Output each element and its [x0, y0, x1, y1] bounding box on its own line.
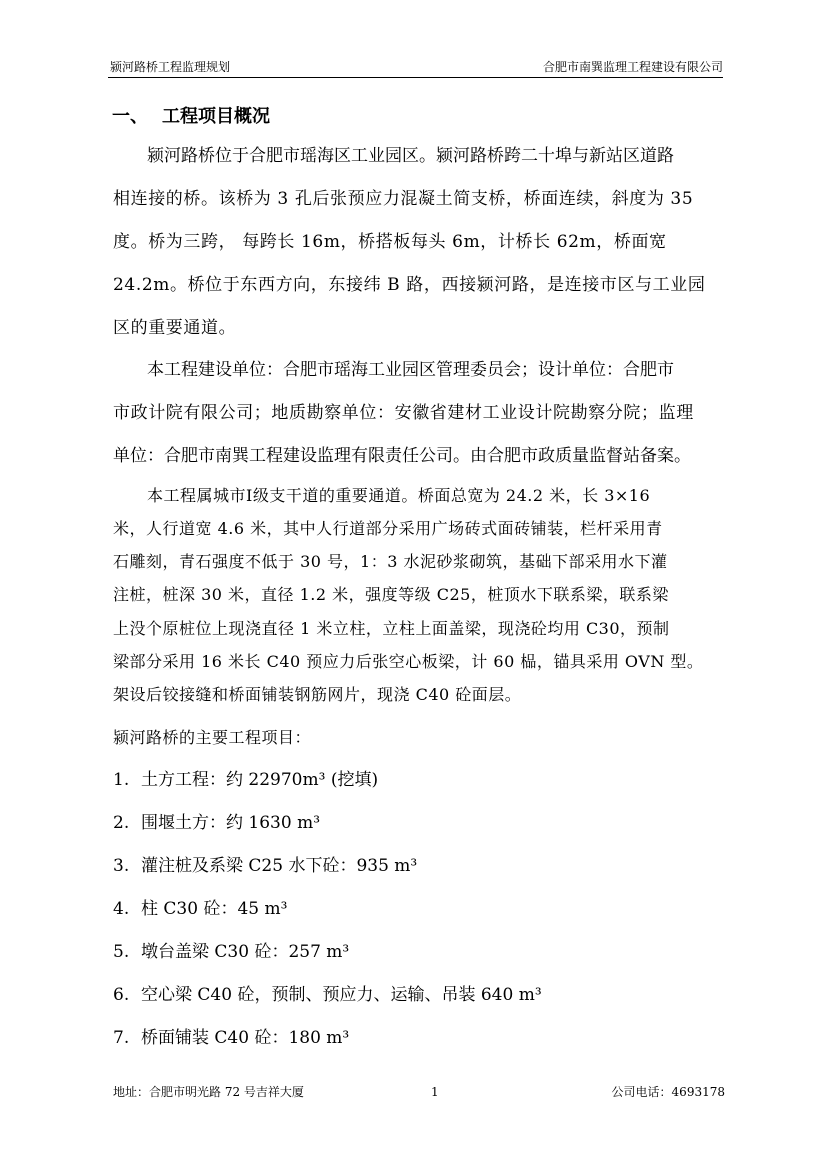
paragraph-line: 颍河路桥位于合肥市瑶海区工业园区。颍河路桥跨二十埠与新站区道路 [147, 146, 674, 166]
list-item-text: 灌注桩及系梁 C25 水下砼：935 m³ [141, 856, 418, 876]
paragraph-line: 架设后铰接缝和桥面铺装钢筋网片，现浇 C40 砼面层。 [113, 685, 522, 704]
list-item [113, 855, 417, 877]
paragraph-line: 梁部分采用 16 米长 C40 预应力后张空心板梁，计 60 榀，锚具采用 OVN 型。 [113, 652, 704, 671]
paragraph-line: 米，人行道宽 4.6 米，其中人行道部分采用广场砖式面砖铺装，栏杆采用青 [113, 519, 663, 538]
list-item-number: 4. [113, 899, 130, 919]
list-item [113, 812, 320, 834]
paragraph-line: 区的重要通道。 [113, 318, 237, 338]
paragraph-line: 本工程建设单位：合肥市瑶海工业园区管理委员会；设计单位：合肥市 [147, 360, 674, 380]
header-company: 合肥市南巽监理工程建设有限公司 [542, 60, 723, 74]
paragraph-line: 市政计院有限公司；地质勘察单位：安徽省建材工业设计院勘察分院；监理 [113, 403, 694, 423]
list-item-number: 3. [113, 856, 130, 876]
page-number: 1 [431, 1085, 439, 1099]
section-heading [112, 104, 270, 130]
list-item-text: 空心梁 C40 砼，预制、预应力、运输、吊装 640 m³ [141, 985, 542, 1005]
list-item [113, 984, 542, 1006]
list-item-text: 柱 C30 砼：45 m³ [141, 899, 288, 919]
paragraph-line: 石雕刻，青石强度不低于 30 号，1：3 水泥砂浆砌筑，基础下部采用水下灌 [113, 552, 668, 571]
list-item-number: 6. [113, 985, 130, 1005]
list-item-number: 5. [113, 942, 130, 962]
list-item-text: 土方工程：约 22970m³ (挖填) [141, 770, 379, 790]
list-item-text: 桥面铺装 C40 砼：180 m³ [141, 1028, 350, 1048]
list-item [113, 898, 287, 920]
paragraph-line: 注桩，桩深 30 米，直径 1.2 米，强度等级 C25，桩顶水下联系梁，联系梁 [113, 585, 669, 604]
list-item [113, 769, 378, 791]
paragraph-line: 相连接的桥。该桥为 3 孔后张预应力混凝土简支桥，桥面连续，斜度为 35 [113, 189, 694, 209]
header-title: 颍河路桥工程监理规划 [110, 60, 231, 74]
subheading: 颍河路桥的主要工程项目： [113, 728, 312, 747]
list-item-number: 7. [113, 1028, 130, 1048]
paragraph-line: 24.2m。桥位于东西方向，东接纬 B 路，西接颍河路，是连接市区与工业园 [113, 275, 706, 295]
footer-address: 地址：合肥市明光路 72 号吉祥大厦 [113, 1085, 304, 1099]
list-item [113, 941, 349, 963]
footer-phone: 公司电话：4693178 [611, 1085, 725, 1099]
list-item-text: 围堰土方：约 1630 m³ [141, 813, 321, 833]
list-item-number: 1. [113, 770, 130, 790]
list-item-text: 墩台盖梁 C30 砼：257 m³ [141, 942, 350, 962]
header-rule [108, 77, 723, 78]
paragraph-line: 本工程属城市Ⅰ级支干道的重要通道。桥面总宽为 24.2 米，长 3×16 [147, 486, 651, 505]
section-title: 工程项目概况 [162, 106, 270, 127]
paragraph-line: 上没个原桩位上现浇直径 1 米立柱，立柱上面盖梁，现浇砼均用 C30，预制 [113, 619, 670, 638]
paragraph-line: 度。桥为三跨， 每跨长 16m，桥搭板每头 6m，计桥长 62m，桥面宽 [113, 232, 667, 252]
list-item [113, 1027, 349, 1049]
list-item-number: 2. [113, 813, 130, 833]
section-number: 一、 [112, 106, 148, 127]
paragraph-line: 单位：合肥市南巽工程建设监理有限责任公司。由合肥市政质量监督站备案。 [113, 446, 691, 466]
